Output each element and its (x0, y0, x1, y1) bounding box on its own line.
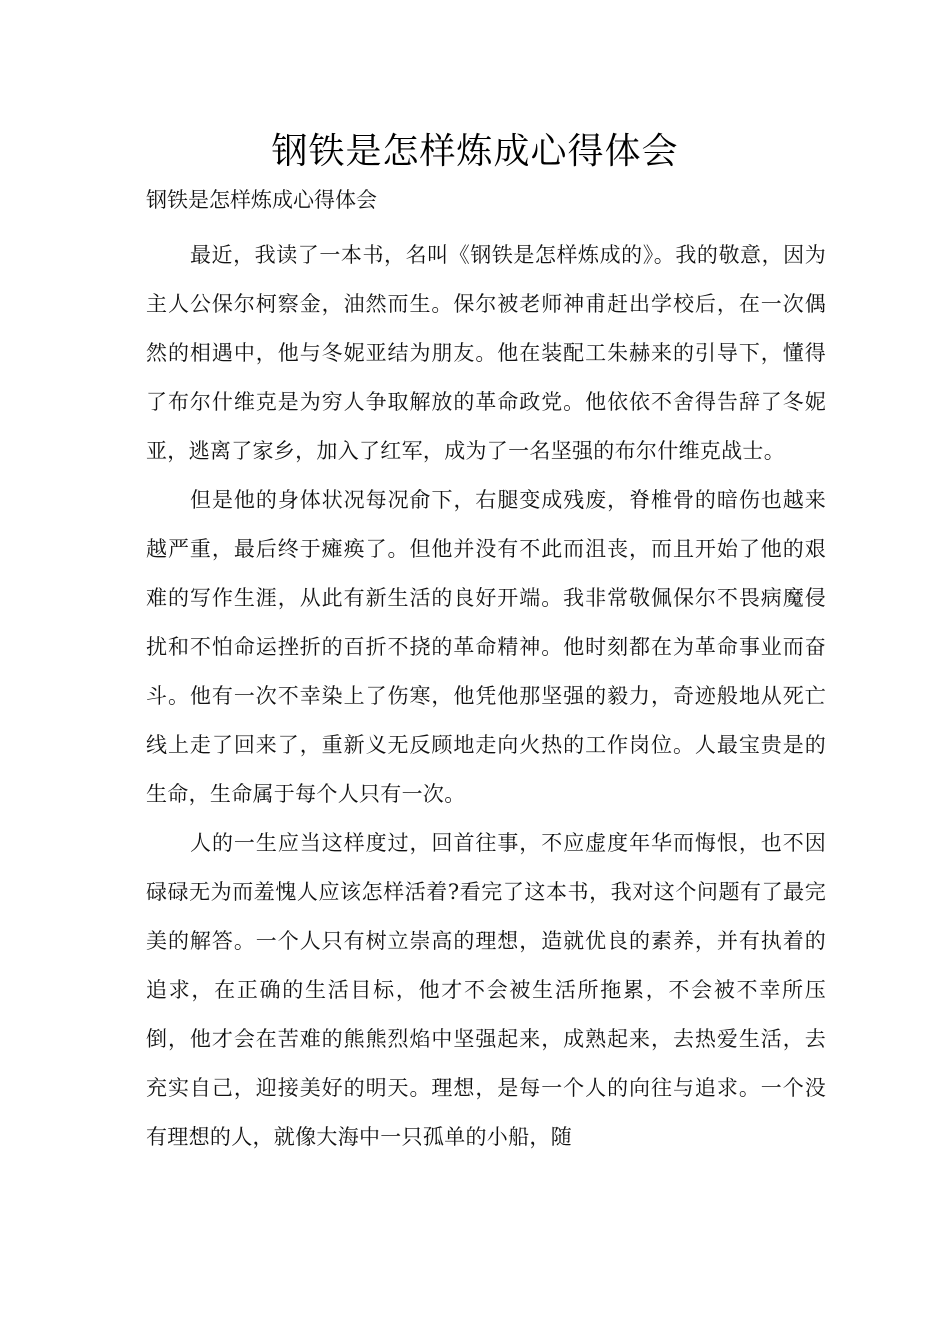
paragraph-1: 最近，我读了一本书，名叫《钢铁是怎样炼成的》。我的敬意，因为主人公保尔柯察金，油然而生。保尔被老师神甫赶出学校后，在一次偶然的相遇中，他与冬妮亚结为朋友。他在装配工朱赫来的引导下，懂得了布尔什维克是为穷人争取解放的革命政党。他依依不舍得告辞了冬妮亚，逃离了家乡，加入了红军，成为了一名坚强的布尔什维克战士。 (146, 243, 826, 463)
paragraph-2: 但是他的身体状况每况俞下，右腿变成残废，脊椎骨的暗伤也越来越严重，最后终于瘫痪了。但他并没有不此而沮丧，而且开始了他的艰难的写作生涯，从此有新生活的良好开端。我非常敬佩保尔不畏病魔侵扰和不怕命运挫折的百折不挠的革命精神。他时刻都在为革命事业而奋斗。他有一次不幸染上了伤寒，他凭他那坚强的毅力，奇迹般地从死亡线上走了回来了，重新义无反顾地走向火热的工作岗位。人最宝贵是的生命，生命属于每个人只有一次。 (146, 488, 826, 806)
document-body (146, 231, 826, 1162)
document-subtitle: 钢铁是怎样炼成心得体会 (146, 188, 377, 212)
document-title: 钢铁是怎样炼成心得体会 (271, 131, 679, 172)
paragraph-3: 人的一生应当这样度过，回首往事，不应虚度年华而悔恨，也不因碌碌无为而羞愧人应该怎样活着?看完了这本书，我对这个问题有了最完美的解答。一个人只有树立崇高的理想，造就优良的素养，并有执着的追求，在正确的生活目标，他才不会被生活所拖累，不会被不幸所压倒，他才会在苦难的熊熊烈焰中坚强起来，成熟起来，去热爱生活，去充实自己，迎接美好的明天。理想，是每一个人的向往与追求。一个没有理想的人，就像大海中一只孤单的小船，随 (146, 831, 826, 1149)
